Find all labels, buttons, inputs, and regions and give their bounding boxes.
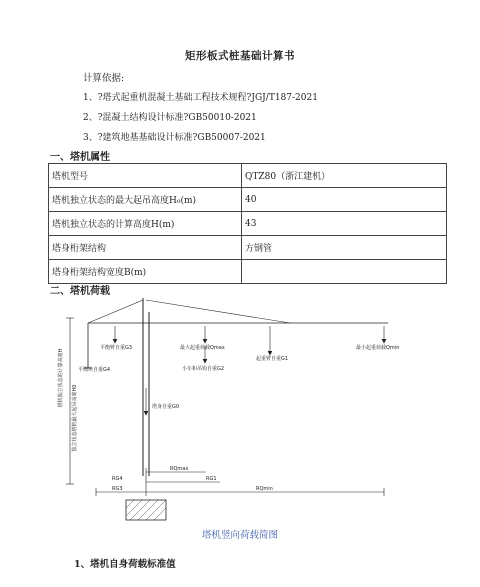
label-counterweight: 平衡块自重G4 <box>78 367 111 373</box>
table-cell-value: 40 <box>242 188 447 212</box>
table-row <box>49 188 447 212</box>
label-calc-height: 塔机独立状态的计算高度H <box>58 348 64 408</box>
table-cell-label: 塔身桁架结构 <box>49 236 242 260</box>
figure-caption: 塔机竖向荷载简图 <box>201 530 278 541</box>
section-tower-loads-title: 二、塔机荷载 <box>50 286 110 297</box>
tower-load-diagram <box>0 298 480 526</box>
table-cell-value <box>242 260 447 284</box>
basis-item-2: 2、?混凝土结构设计标准?GB50010-2021 <box>83 113 257 123</box>
label-max-lift-height: 独立状态塔机最大起吊高度H0 <box>72 384 78 452</box>
label-tower-weight: 塔身自重G0 <box>152 404 180 410</box>
basis-item-1: 1、?塔式起重机混凝土基础工程技术规程?JGJ/T187-2021 <box>83 93 318 103</box>
tie-line <box>88 300 143 323</box>
table-cell-label: 塔身桁架结构宽度B(m) <box>49 260 242 284</box>
subsection-title: 1、塔机自身荷载标准值 <box>74 559 176 570</box>
table-cell-label: 塔机型号 <box>49 164 242 188</box>
label-trolley: 小车和吊钩自重G2 <box>182 366 225 372</box>
basis-item-3: 3、?建筑地基基础设计标准?GB50007-2021 <box>83 133 266 143</box>
table-cell-value: 43 <box>242 212 447 236</box>
label-rqmax: RQmax <box>170 466 189 472</box>
label-arm-weight: 平衡臂自重G3 <box>100 345 133 351</box>
reaction-dimension-lines <box>96 468 384 496</box>
tower-properties-table <box>48 163 447 284</box>
foundation-hatch <box>126 500 166 520</box>
table-row <box>49 260 447 284</box>
label-lifting-arm: 起重臂自重G1 <box>256 356 289 362</box>
label-rg3: RG3 <box>112 486 123 492</box>
table-cell-value: QTZ80（浙江建机） <box>242 164 447 188</box>
load-arrows <box>113 326 386 415</box>
table-row <box>49 164 447 188</box>
table-cell-label: 塔机独立状态的最大起吊高度H₀(m) <box>49 188 242 212</box>
table-row <box>49 212 447 236</box>
document-title: 矩形板式桩基础计算书 <box>185 50 295 62</box>
label-rqmin: RQmin <box>256 486 273 492</box>
basis-heading: 计算依据: <box>83 73 125 84</box>
label-rg1: RG1 <box>206 476 217 482</box>
label-max-load: 最大起重荷载Qmax <box>180 345 225 351</box>
table-row <box>49 236 447 260</box>
table-cell-value: 方钢管 <box>242 236 447 260</box>
label-rg4: RG4 <box>112 476 123 482</box>
tie-line <box>146 300 290 323</box>
section-tower-properties-title: 一、塔机属性 <box>50 152 110 163</box>
table-cell-label: 塔机独立状态的计算高度H(m) <box>49 212 242 236</box>
label-min-load: 最小起重荷载Qmin <box>356 345 400 351</box>
